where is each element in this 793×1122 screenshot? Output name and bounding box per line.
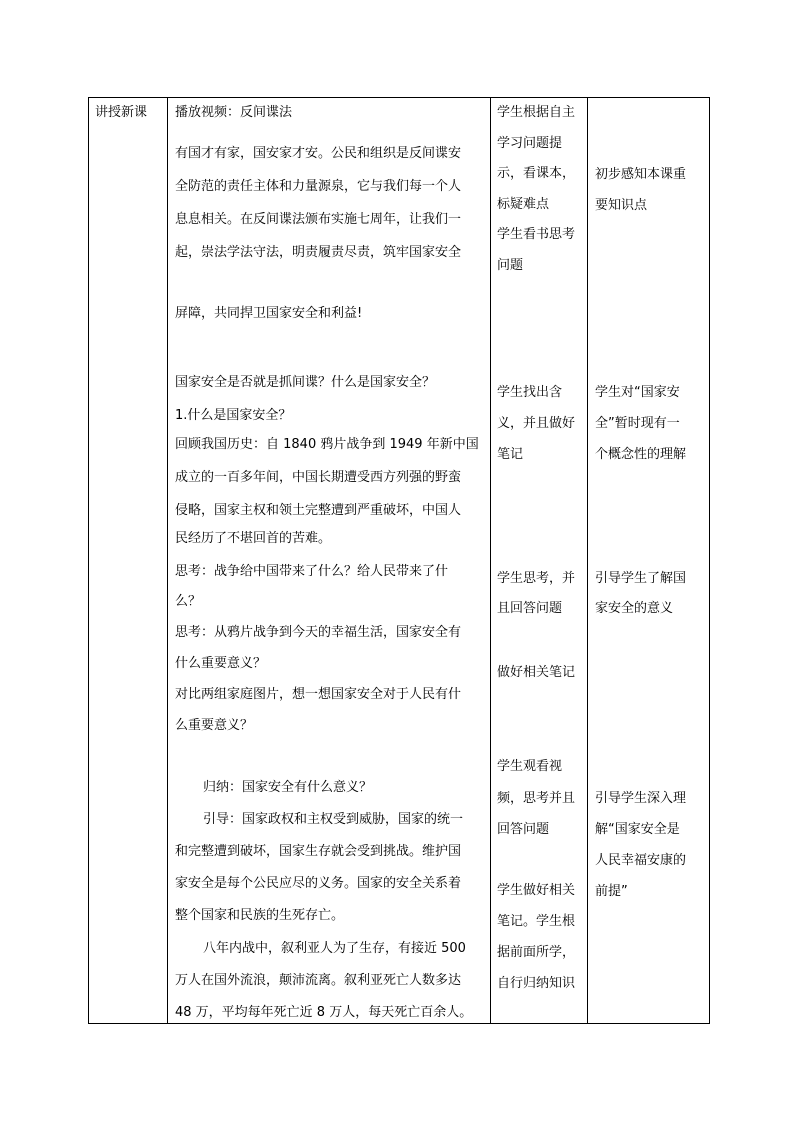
content-line: 家安全是每个公民应尽的义务。国家的安全关系着 [175,876,462,891]
content-line: 引导：国家政权和主权受到威胁，国家的统一 [203,812,464,827]
content-line: 息息相关。在反间谍法颁布实施七周年，让我们一 [175,212,462,227]
student-line: 义，并且做好 [497,416,576,431]
content-line: 万人在国外流浪，颠沛流离。叙利亚死亡人数多达 [175,973,462,988]
content-line: 归纳：国家安全有什么意义？ [203,780,373,795]
student-line: 学生看书思考 [497,227,576,242]
content-line: 屏障，共同捍卫国家安全和利益! [175,306,363,321]
content-line: 48 万，平均每年死亡近 8 万人，每天死亡百余人。 [175,1005,473,1020]
content-line: 么？ [175,594,202,609]
student-line: 学生找出含 [497,385,563,400]
student-line: 笔记 [497,447,524,462]
lesson-plan-table [88,97,710,1024]
content-line: 全防范的责任主体和力量源泉，它与我们每一个人 [175,179,462,194]
student-line: 学生做好相关 [497,883,576,898]
student-line: 学生根据自主 [497,105,576,120]
content-line: 民经历了不堪回首的苦难。 [175,531,332,546]
intent-line: 全”暂时现有一 [595,416,680,431]
content-line: 有国才有家，国安家才安。公民和组织是反间谍安 [175,146,462,161]
student-line: 且回答问题 [497,601,563,616]
student-line: 频，思考并且 [497,791,576,806]
content-line: 思考：从鸦片战争到今天的幸福生活，国家安全有 [175,625,462,640]
intent-line: 解“国家安全是 [595,822,680,837]
student-line: 学生思考，并 [497,571,576,586]
intent-line: 家安全的意义 [595,601,674,616]
content-line: 和完整遭到破坏，国家生存就会受到挑战。维护国 [175,844,462,859]
student-line: 做好相关笔记 [497,665,576,680]
student-line: 标疑难点 [497,197,550,212]
table-row [89,98,710,1024]
student-line: 回答问题 [497,822,550,837]
student-line: 示，看课本， [497,166,576,181]
content-line: 八年内战中，叙利亚人为了生存，有接近 500 [203,941,466,956]
content-line: 播放视频：反间谍法 [175,105,293,120]
section-cell [89,98,168,1024]
student-line: 问题 [497,258,524,273]
intent-line: 学生对“国家安 [595,385,680,400]
content-line: 什么重要意义？ [175,656,267,671]
content-line: 侵略，国家主权和领土完整遭到严重破坏，中国人 [175,503,462,518]
content-line: 回顾我国历史：自 1840 鸦片战争到 1949 年新中国 [175,437,479,452]
student-line: 学生观看视 [497,759,563,774]
content-line: 么重要意义？ [175,718,254,733]
teaching-content-cell [168,98,491,1024]
student-line: 笔记。学生根 [497,914,576,929]
section-label: 讲授新课 [95,105,148,120]
student-line: 据前面所学， [497,945,576,960]
content-line: 整个国家和民族的生死存亡。 [175,908,345,923]
content-line: 思考：战争给中国带来了什么？给人民带来了什 [175,564,449,579]
intent-line: 要知识点 [595,198,648,213]
intent-line: 引导学生深入理 [595,791,687,806]
student-activity-cell [491,98,588,1024]
intent-line: 前提” [595,884,628,899]
student-line: 学习问题提 [497,136,563,151]
student-line: 自行归纳知识 [497,976,576,991]
intent-line: 个概念性的理解 [595,447,687,462]
content-line: 国家安全是否就是抓间谍？什么是国家安全？ [175,375,436,390]
intent-line: 初步感知本课重 [595,167,687,182]
intent-line: 人民幸福安康的 [595,853,687,868]
content-line: 对比两组家庭图片，想一想国家安全对于人民有什 [175,687,462,702]
content-line: 起，崇法学法守法，明责履责尽责，筑牢国家安全 [175,245,462,260]
content-line: 成立的一百多年间，中国长期遭受西方列强的野蛮 [175,470,462,485]
design-intent-cell [588,98,710,1024]
intent-line: 引导学生了解国 [595,571,687,586]
content-line: 1.什么是国家安全？ [175,408,292,423]
